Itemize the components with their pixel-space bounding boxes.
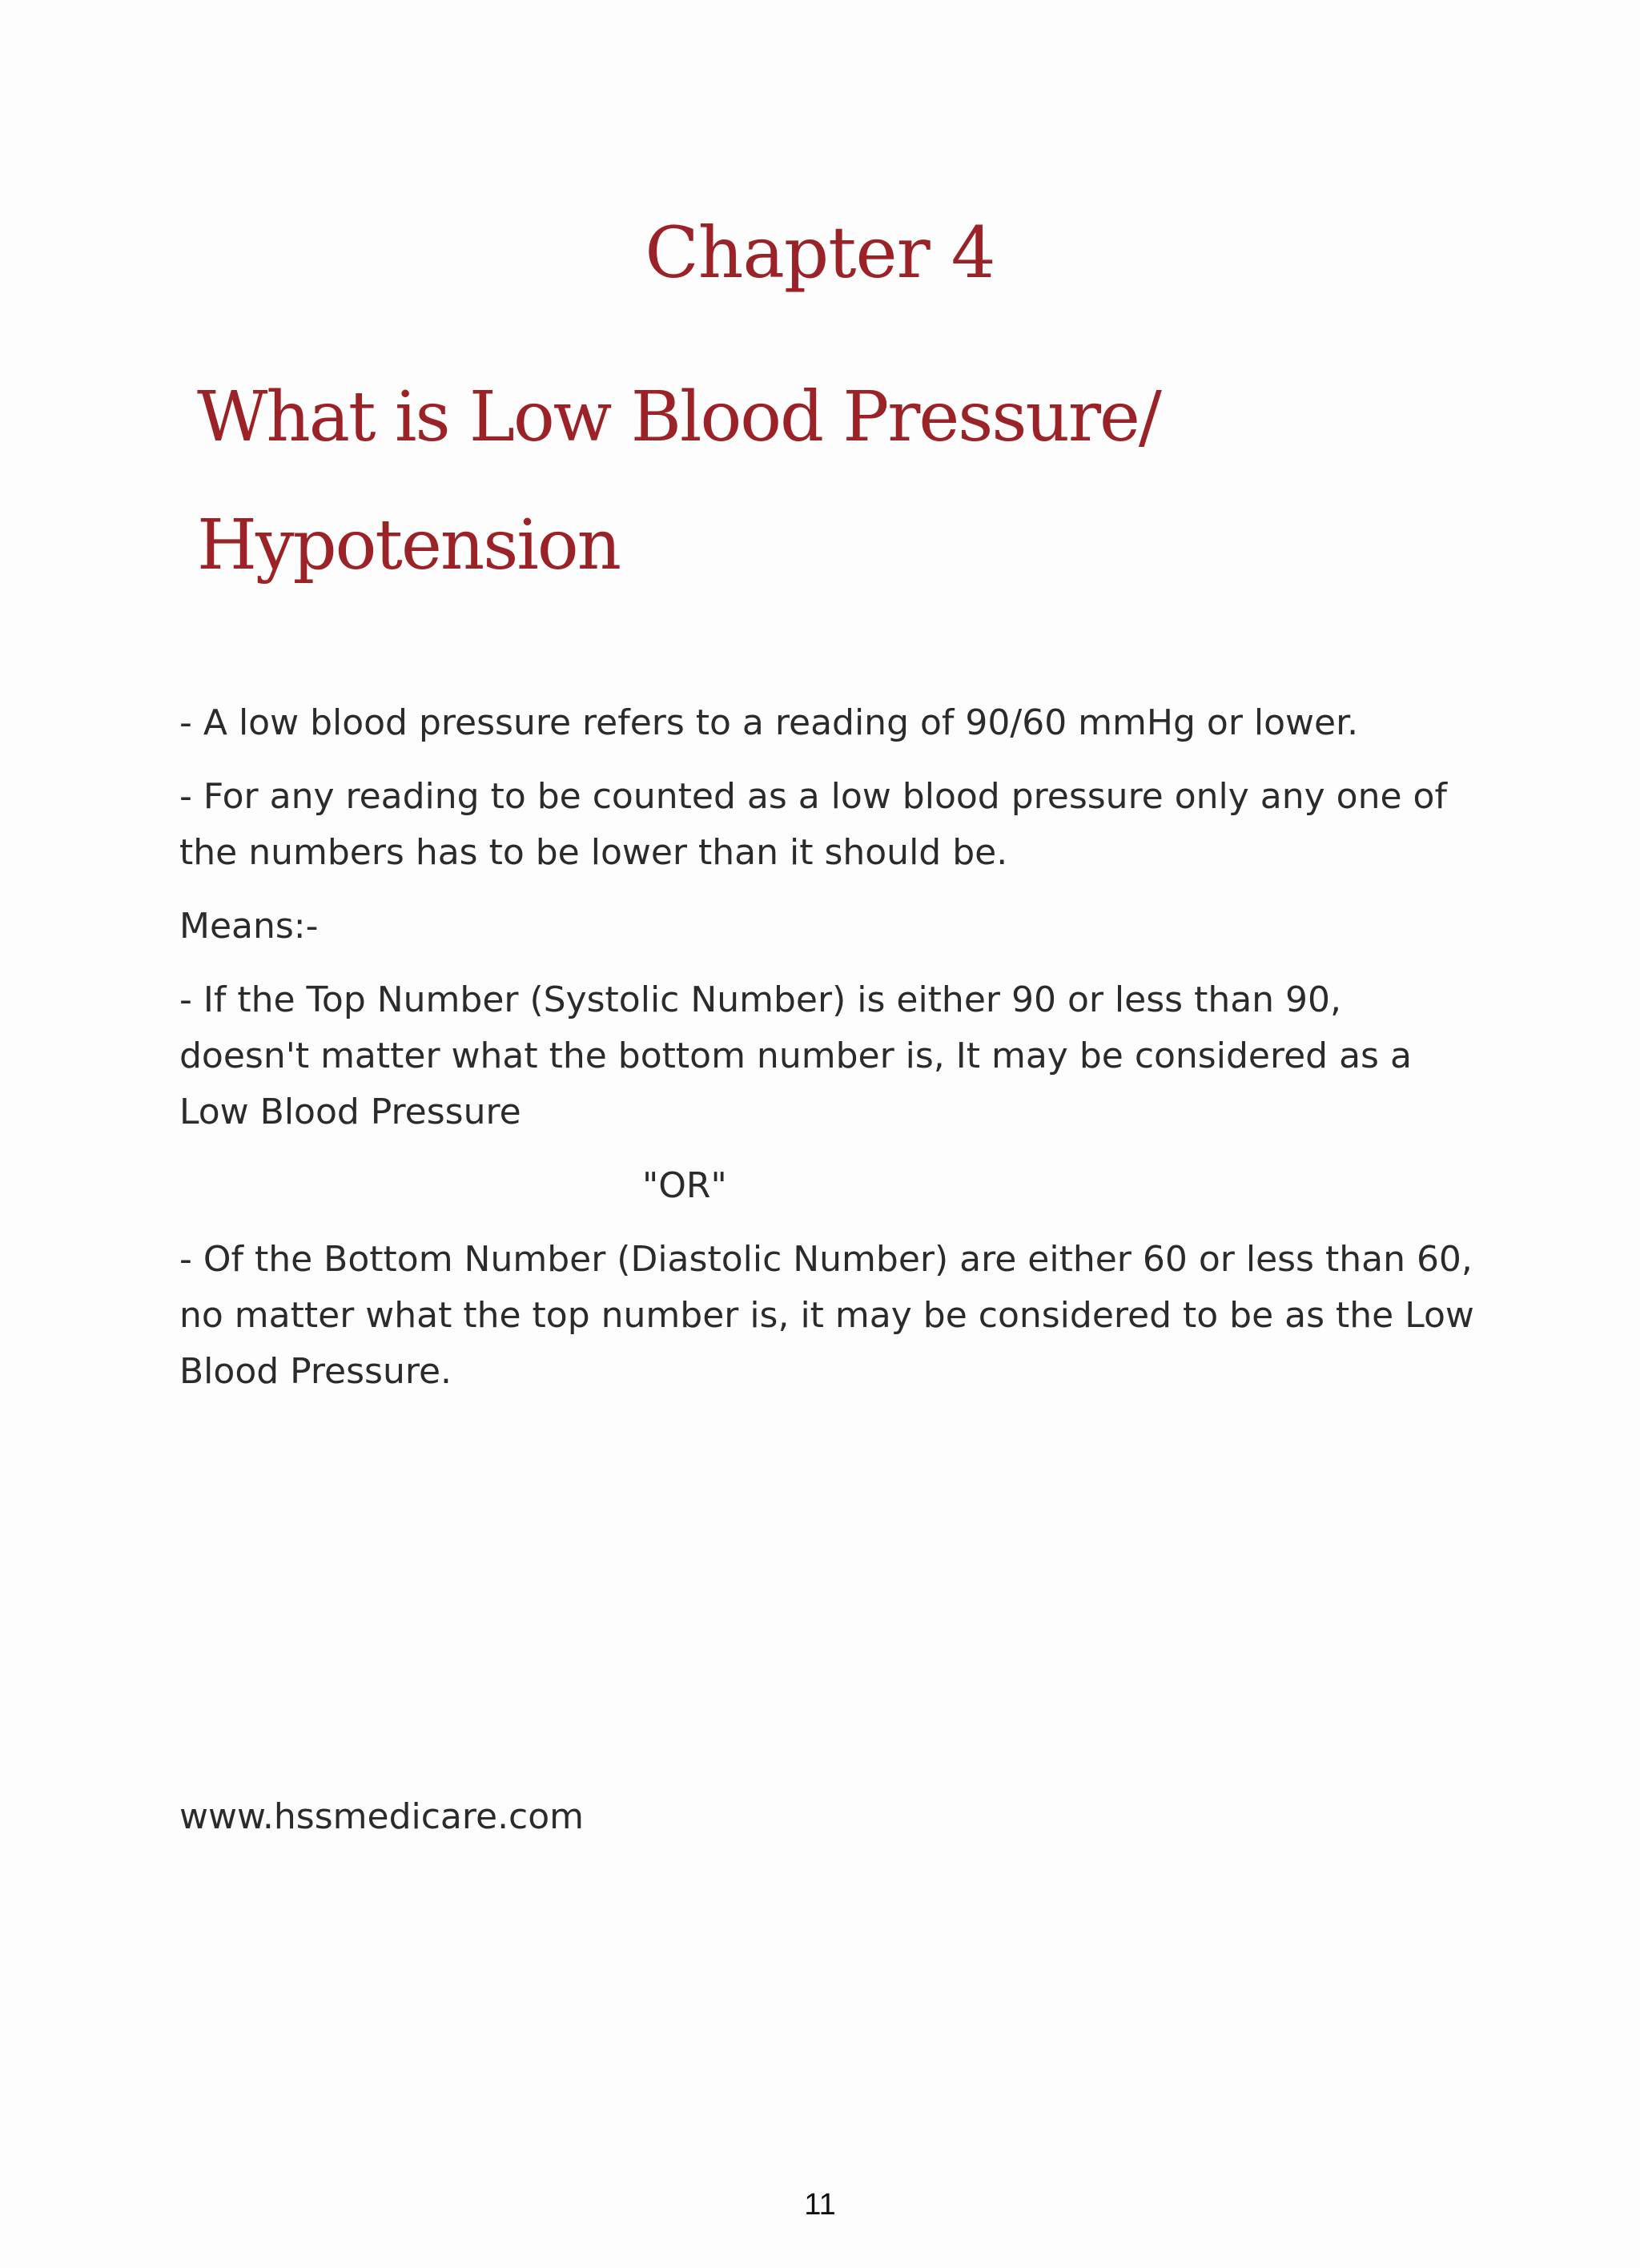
paragraph-any-one-number: - For any reading to be counted as a low blood pressure only any one of the numbers has to be lower than it should be. xyxy=(179,776,1447,873)
website-url: www.hssmedicare.com xyxy=(179,1796,585,1837)
chapter-title xyxy=(197,373,1478,629)
paragraph-systolic-rule: - If the Top Number (Systolic Number) is either 90 or less than 90, doesn't matter what the bottom number is, It may be considered as a Low Blood Pressure xyxy=(179,979,1412,1132)
chapter-title-line-1: What is Low Blood Pressure/ xyxy=(197,377,1160,457)
paragraph-diastolic-rule: - Of the Bottom Number (Diastolic Number) are either 60 or less than 60, no matter what the top number is, it may be considered to be as the Low Blood Pressure. xyxy=(179,1239,1474,1392)
chapter-title-line-2: Hypotension xyxy=(197,505,621,585)
body-text xyxy=(179,695,1477,1418)
chapter-label: Chapter 4 xyxy=(645,211,995,294)
paragraph-means: Means:- xyxy=(179,906,319,947)
page-number: 11 xyxy=(804,2188,836,2222)
paragraph-low-bp-definition: - A low blood pressure refers to a reading of 90/60 mmHg or lower. xyxy=(179,702,1359,743)
paragraph-or-separator: "OR" xyxy=(642,1165,727,1206)
